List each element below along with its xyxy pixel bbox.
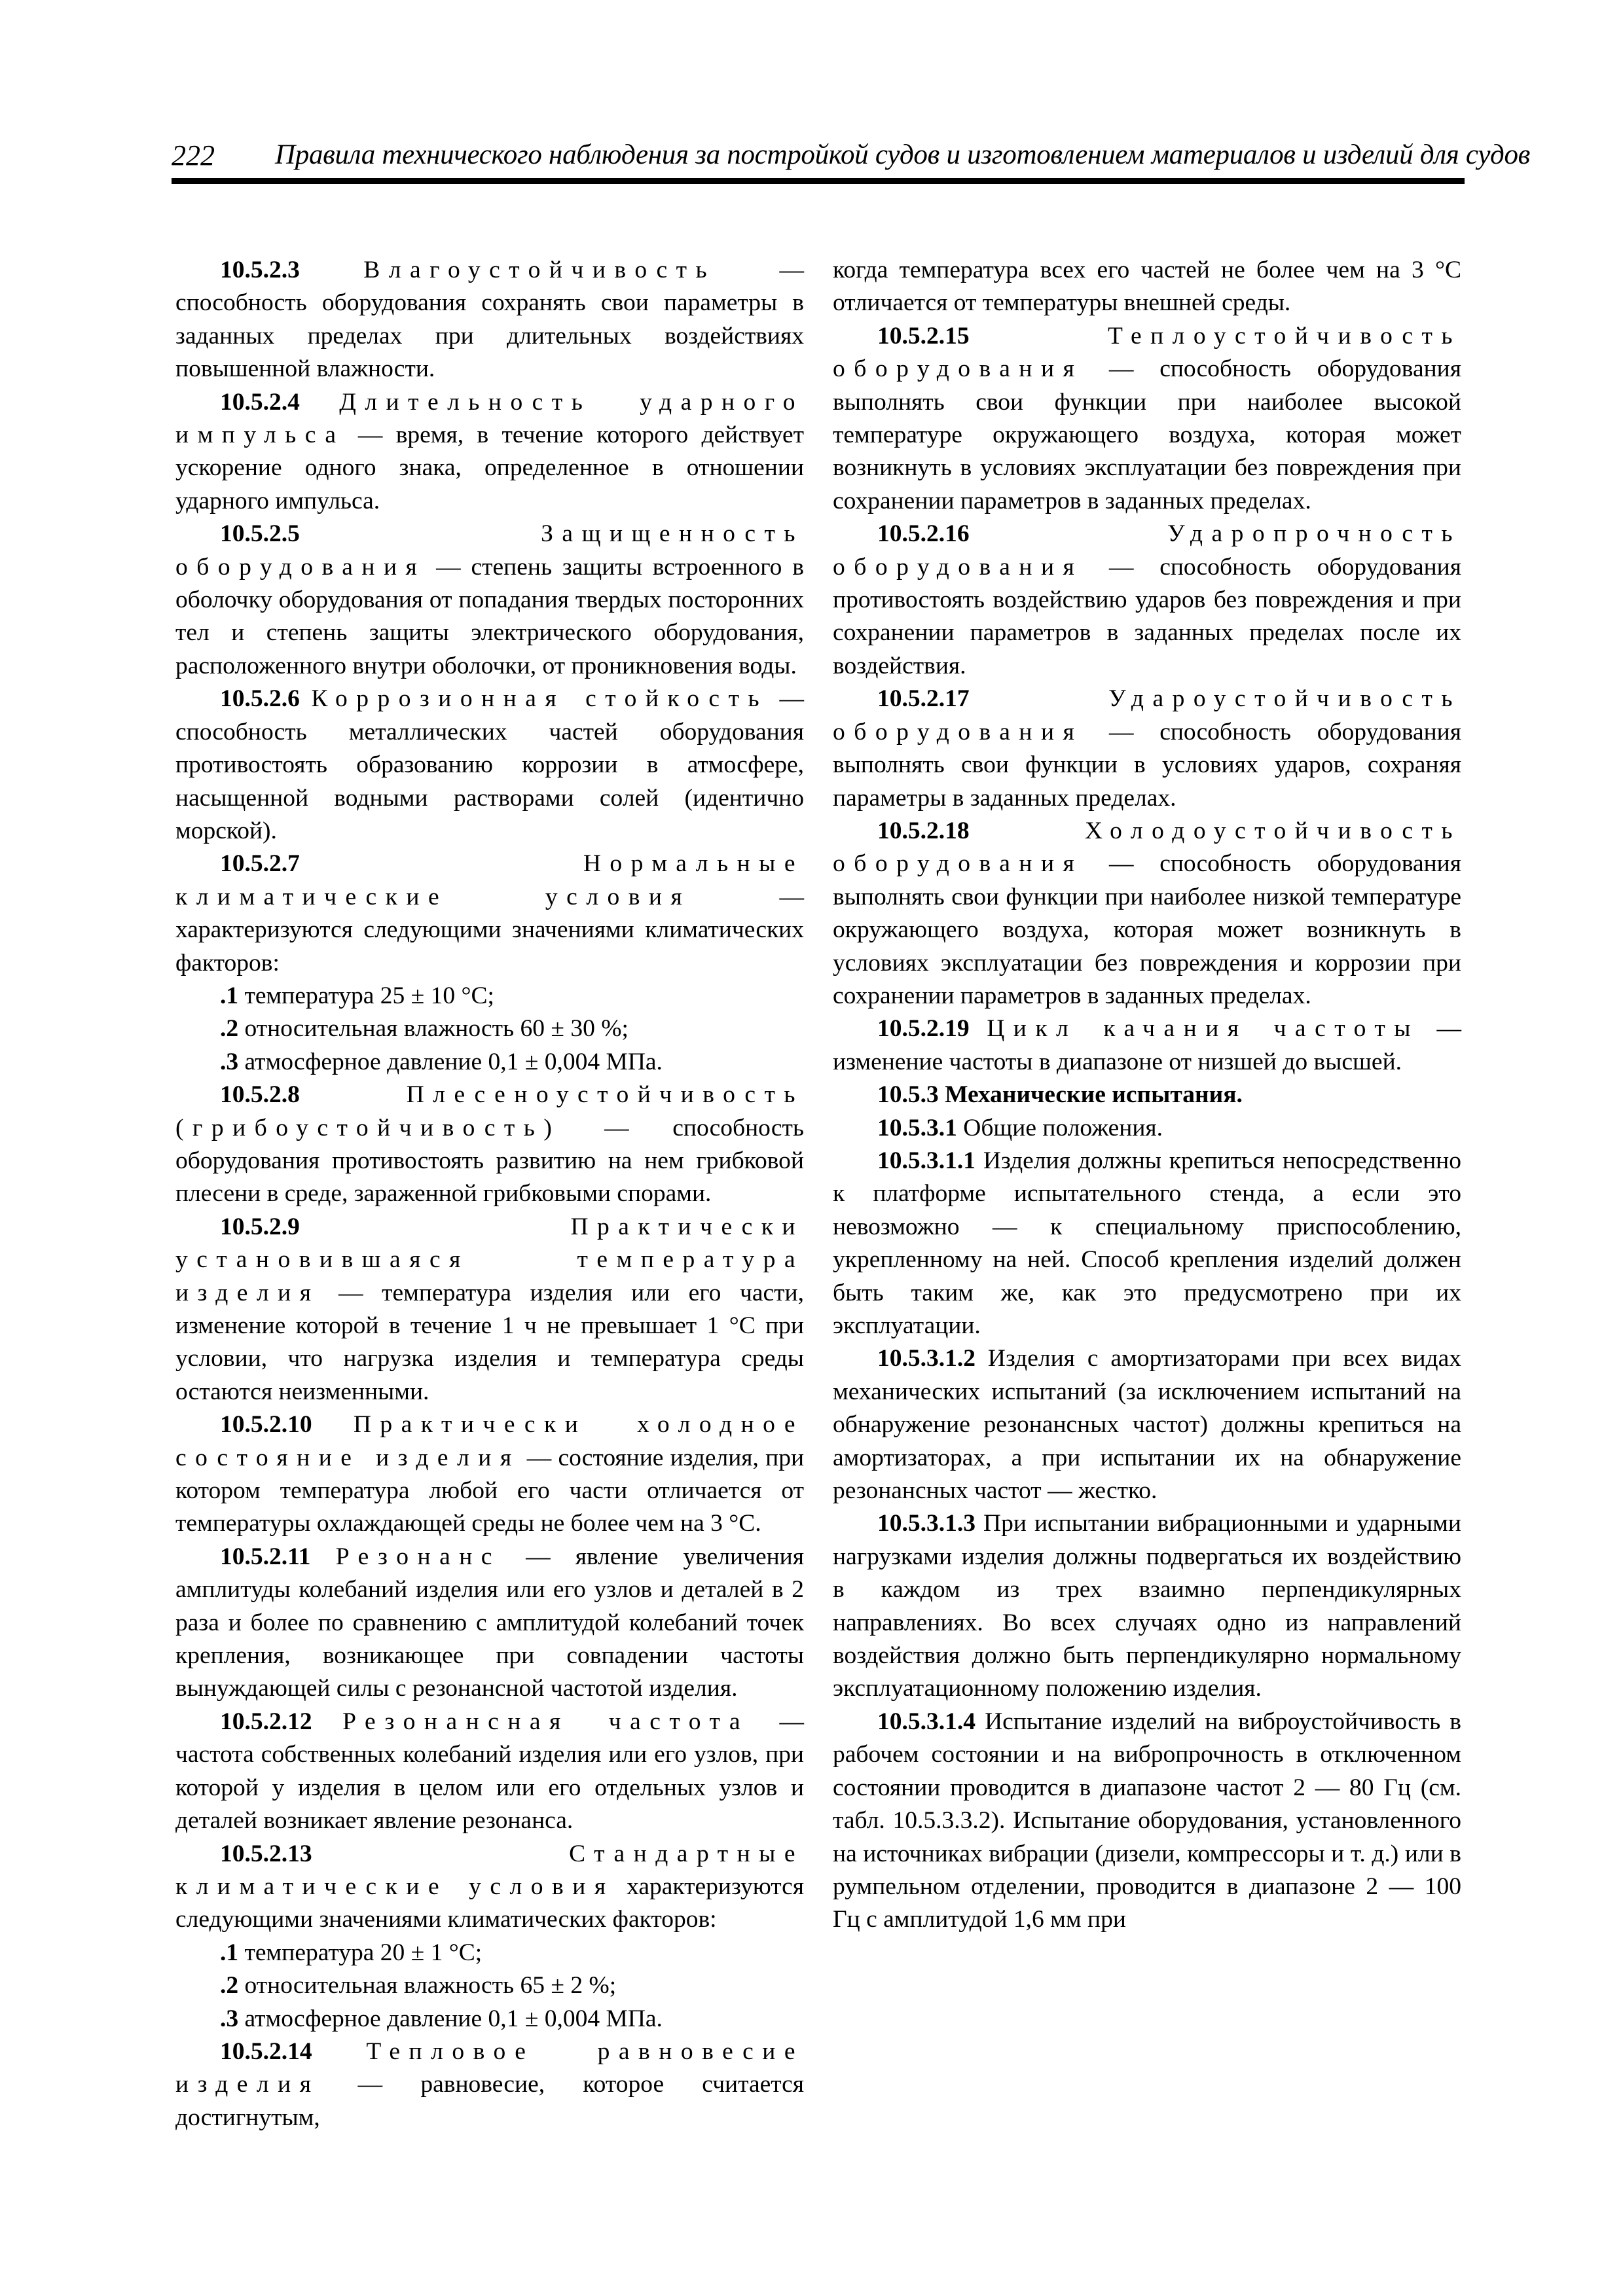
defined-term: Коррозионная стойкость — [311, 685, 769, 713]
paragraph-text: температура 25 ± 10 °С; — [238, 982, 494, 1009]
clause-number: 10.5.2.13 — [220, 1840, 312, 1867]
clause-number: 10.5.3.1 — [877, 1114, 957, 1141]
defined-term: Цикл качания частоты — [987, 1015, 1419, 1043]
defined-term: Холодоустойчивость оборудования — [833, 817, 1461, 878]
paragraph — [833, 815, 1461, 1013]
list-item — [175, 1937, 804, 1969]
paragraph-text: Изделия с амортизаторами при всех видах механических испытаний (за исключением испытаний на обнаружение резонансных частот) должны крепиться на амортизаторах, а при испытании их на обнаружение резонансных частот — жестко. — [833, 1345, 1461, 1505]
defined-term: Практически холодное состояние изделия — [175, 1411, 804, 1471]
clause-number: 10.5.2.4 — [220, 388, 300, 416]
paragraph — [175, 848, 804, 980]
paragraph-text: — время, в течение которого действует ускорение одного знака, определенное в отношении ударного импульса. — [175, 422, 804, 514]
paragraph-text: — способность металлических частей оборудования противостоять образованию коррозии в атмосфере, насыщенной водными растворами солей (идентично морской). — [175, 685, 805, 844]
clause-number: .3 — [220, 1048, 239, 1075]
clause-number: .1 — [220, 1939, 239, 1966]
paragraph-text: атмосферное давление 0,1 ± 0,004 МПа. — [238, 1048, 663, 1075]
paragraph — [175, 2036, 804, 2134]
clause-number: 10.5.2.7 — [220, 850, 300, 878]
clause-number: 10.5.2.14 — [220, 2037, 312, 2065]
defined-term: Нормальные климатические условия — [175, 850, 804, 910]
paragraph-text: Испытание изделий на виброустойчивость в рабочем состоянии и на вибропрочность в отключенном состоянии проводится в диапазоне частот 2 — 80 Гц (см. табл. 10.5.3.3.2). Испытание оборудования, установленного на источниках вибрации (дизели, компрессоры и т. д.) или в румпельном отделении, проводится в диапазоне 2 — 100 Гц с амплитудой 1,6 мм при — [833, 1708, 1461, 1933]
paragraph — [175, 1706, 804, 1838]
clause-number: 10.5.3 Механические испытания. — [877, 1081, 1243, 1109]
defined-term: Резонансная частота — [342, 1708, 750, 1735]
list-item — [175, 1046, 804, 1079]
paragraph — [175, 1079, 804, 1211]
defined-term: Плесеноустойчивость (грибоустойчивость) — [175, 1081, 804, 1141]
clause-number: 10.5.2.11 — [220, 1543, 311, 1570]
clause-number: 10.5.2.12 — [220, 1708, 312, 1735]
paragraph-text: — равновесие, которое считается достигнутым, — [175, 2071, 804, 2131]
clause-number: 10.5.2.6 — [220, 685, 300, 713]
clause-number: 10.5.2.15 — [877, 322, 970, 350]
header-title: Правила технического наблюдения за постройкой судов и изготовлением материалов и изделий для судов — [275, 139, 1531, 170]
paragraph-text: характеризуются следующими значениями климатических факторов: — [175, 1873, 804, 1933]
paragraph-text: — изменение частоты в диапазоне от низшей до высшей. — [833, 1015, 1462, 1075]
paragraph-text: — способность оборудования противостоять воздействию ударов без повреждения и при сохранении параметров в заданных пределах после их воздействия. — [833, 553, 1461, 679]
list-item — [175, 1013, 804, 1045]
clause-number: 10.5.2.16 — [877, 520, 970, 548]
defined-term: Стандартные климатические условия — [175, 1840, 804, 1900]
list-item — [833, 1507, 1461, 1705]
paragraph-text: При испытании вибрационными и ударными нагрузками изделия должны подвергаться их воздействию в каждом из трех взаимно перпендикулярных направлениях. Во всех случаях одно из направлений воздействия должно быть перпендикулярно нормальному эксплуатационному положению изделия. — [833, 1510, 1461, 1702]
list-item — [175, 1969, 804, 2002]
paragraph-text: Общие положения. — [957, 1114, 1163, 1141]
running-header — [172, 139, 1531, 184]
paragraph-text: — состояние изделия, при котором температура любой его части отличается от температуры охлаждающей среды не более чем на 3 °С. — [175, 1444, 805, 1537]
paragraph — [833, 320, 1461, 518]
paragraph — [833, 254, 1461, 320]
clause-number: .2 — [220, 1015, 239, 1043]
defined-term: Защищенность оборудования — [175, 520, 804, 581]
paragraph-text: — способность оборудования выполнять свои функции при наиболее высокой температуре окружающего воздуха, которая может возникнуть в условиях эксплуатации без повреждения при сохранении параметров в заданных пределах. — [833, 355, 1461, 514]
paragraph — [175, 1408, 804, 1541]
clause-number: 10.5.3.1.1 — [877, 1147, 976, 1174]
paragraph-text: когда температура всех его частей не более чем на 3 °С отличается от температуры внешней среды. — [833, 257, 1461, 317]
clause-number: 10.5.2.8 — [220, 1081, 300, 1109]
paragraph — [175, 1211, 804, 1408]
clause-number: 10.5.2.5 — [220, 520, 300, 548]
clause-number: 10.5.3.1.4 — [877, 1708, 976, 1735]
clause-number: 10.5.2.9 — [220, 1213, 300, 1240]
defined-term: Практически установившаяся температура изделия — [175, 1213, 804, 1306]
paragraph — [833, 518, 1461, 683]
defined-term: Тепловое равновесие изделия — [175, 2037, 805, 2098]
clause-number: 10.5.3.1.2 — [877, 1345, 976, 1372]
paragraph-text: относительная влажность 60 ± 30 %; — [238, 1015, 629, 1043]
list-item — [175, 2003, 804, 2036]
paragraph-text: — температура изделия или его части, изменение которой в течение 1 ч не превышает 1 °С при условии, что нагрузка изделия и температура среды остаются неизменными. — [175, 1279, 804, 1405]
left-column — [175, 254, 804, 2134]
list-item — [833, 1706, 1461, 1937]
clause-number: .1 — [220, 982, 239, 1009]
paragraph-text: — способность оборудования выполнять свои функции при наиболее низкой температуре окружающего воздуха, которая может возникнуть в условиях эксплуатации без повреждения и коррозии при сохранении параметров в заданных пределах. — [833, 850, 1461, 1009]
paragraph — [833, 683, 1461, 815]
list-item — [175, 980, 804, 1013]
right-column — [833, 254, 1461, 1937]
defined-term: Ударопрочность оборудования — [833, 520, 1461, 581]
clause-number: 10.5.2.19 — [877, 1015, 970, 1043]
paragraph-text: — характеризуются следующими значениями климатических факторов: — [175, 883, 804, 977]
paragraph — [833, 1013, 1461, 1079]
paragraph-text: — частота собственных колебаний изделия или его узлов, при которой у изделия в целом или его отдельных узлов и деталей возникает явление резонанса. — [175, 1708, 805, 1835]
paragraph-text: относительная влажность 65 ± 2 %; — [238, 1972, 617, 2000]
list-item — [833, 1342, 1461, 1507]
paragraph — [175, 254, 804, 386]
list-item — [833, 1145, 1461, 1342]
clause-number: 10.5.2.18 — [877, 817, 970, 844]
defined-term: Теплоустойчивость оборудования — [833, 322, 1461, 383]
section-heading — [833, 1079, 1461, 1111]
defined-term: Длительность ударного импульса — [175, 388, 804, 449]
paragraph — [175, 1541, 804, 1706]
paragraph-text: атмосферное давление 0,1 ± 0,004 МПа. — [238, 2005, 663, 2032]
defined-term: Влагоустойчивость — [363, 257, 716, 283]
paragraph — [175, 1838, 804, 1937]
clause-number: 10.5.3.1.3 — [877, 1510, 976, 1537]
clause-number: 10.5.2.10 — [220, 1411, 312, 1439]
page-number: 222 — [172, 139, 215, 171]
clause-number: 10.5.2.3 — [220, 257, 300, 283]
paragraph — [175, 683, 804, 848]
paragraph — [175, 518, 804, 683]
paragraph-text: Изделия должны крепиться непосредственно к платформе испытательного стенда, а если это невозможно — к специальному приспособлению, укрепленному на ней. Способ крепления изделий должен быть таким же, как это предусмотрено при их эксплуатации. — [833, 1147, 1461, 1339]
paragraph-text: — способность оборудования противостоять развитию на нем грибковой плесени в среде, зараженной грибковыми спорами. — [175, 1114, 804, 1208]
paragraph-text: — способность оборудования выполнять свои функции в условиях ударов, сохраняя параметры в заданных пределах. — [833, 718, 1461, 812]
list-item — [833, 1112, 1461, 1145]
clause-number: 10.5.2.17 — [877, 685, 970, 713]
paragraph-text: — явление увеличения амплитуды колебаний изделия или его узлов и деталей в 2 раза и более по сравнению с амплитудой колебаний точек крепления, возникающее при совпадении частоты вынуждающей силы с резонансной частотой изделия. — [175, 1543, 804, 1702]
defined-term: Удароустойчивость оборудования — [833, 685, 1461, 745]
paragraph-text: — способность оборудования сохранять свои параметры в заданных пределах при длительных воздействиях повышенной влажности. — [175, 257, 805, 383]
paragraph — [175, 386, 804, 518]
clause-number: .2 — [220, 1972, 239, 2000]
defined-term: Резонанс — [335, 1543, 501, 1570]
paragraph-text: — степень защиты встроенного в оболочку оборудования от попадания твердых посторонних тел и степень защиты электрического оборудования, расположенного внутри оболочки, от проникновения воды. — [175, 553, 804, 679]
clause-number: .3 — [220, 2005, 239, 2032]
paragraph-text: температура 20 ± 1 °С; — [238, 1939, 483, 1966]
